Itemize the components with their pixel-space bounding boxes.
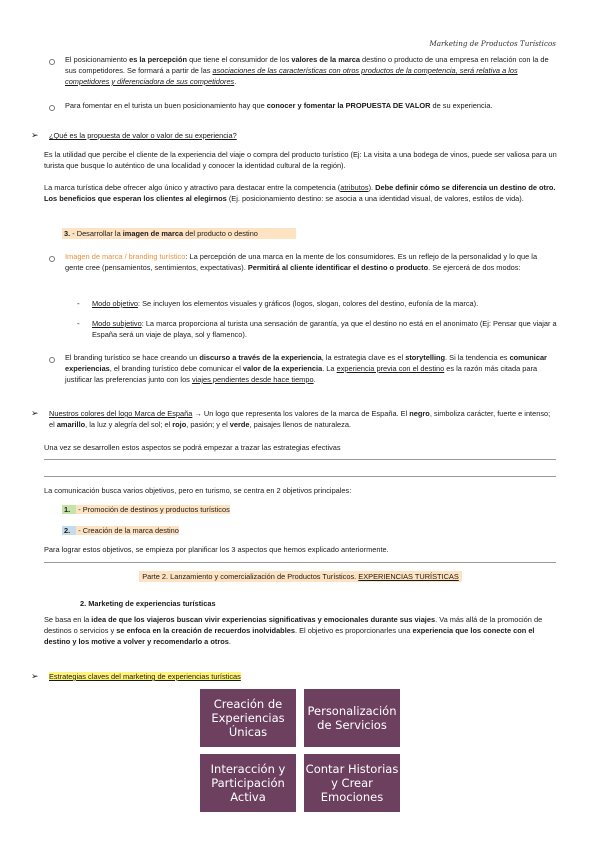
- bullet-circle-icon: [49, 59, 55, 65]
- text-run: que tiene el consumidor de los: [187, 55, 292, 64]
- text-run: es la percepción: [129, 55, 188, 64]
- text-run: Nuestros colores del logo Marca de España: [49, 409, 193, 418]
- part-2-banner: [139, 571, 462, 582]
- text-run: , la luz y alegría del sol; el: [85, 420, 173, 429]
- arrow-bullet-icon: ➢: [31, 671, 39, 681]
- text-run: experiencia que los conecte con el destino y los motive a volver y recomendarlo a otros: [44, 626, 535, 646]
- text-run: Parte 2. Lanzamiento y comercialización de Productos Turísticos.: [142, 572, 359, 581]
- communication-intro: La comunicación busca varios objetivos, pero en turismo, se centra en 2 objetivos principales:: [44, 486, 352, 495]
- text-run: de su experiencia.: [430, 101, 493, 110]
- arrow-bullet-icon: ➢: [31, 130, 39, 140]
- strategy-box-interaction: Interacción y Participación Activa: [200, 754, 296, 812]
- text-run: .: [234, 77, 237, 86]
- text-run: . El objetivo es proporcionarles una: [294, 626, 413, 635]
- text-run: Modo subjetivo: [92, 319, 142, 328]
- text-run: (Ej. posicionamiento destino: se asocia a una identidad visual, de valores, estilos de vida).: [226, 194, 524, 203]
- text-run: verde: [229, 420, 250, 429]
- objective-1: [62, 504, 262, 515]
- text-run: idea de que los viajeros buscan vivir experiencias significativas y emocionales durante sus viajes: [91, 615, 436, 624]
- text-run: . Se ejercerá de dos modos:: [428, 263, 521, 272]
- running-header: Marketing de Productos Turísticos: [429, 39, 556, 48]
- bullet-circle-icon: [49, 256, 55, 262]
- text-run: . Si la tendencia es: [445, 353, 510, 362]
- divider: [44, 459, 556, 460]
- text-run: destino o producto de una empresa en relación con la de sus competidores. Se formará a partir de las: [65, 55, 549, 75]
- text-run: , la estrategia clave es el: [321, 353, 406, 362]
- section-heading: 2. Marketing de experiencias turísticas: [80, 599, 216, 608]
- step-number: 3.: [64, 229, 71, 238]
- text-run: valores de la marca: [291, 55, 360, 64]
- text-run: EXPERIENCIAS TURÍSTICAS: [358, 572, 459, 581]
- text-run: El branding turístico se hace creando un: [65, 353, 200, 362]
- text-run: del producto o destino: [183, 229, 258, 238]
- step-3-heading: [62, 228, 296, 239]
- text-run: asociaciones de las características con otros productos de la competencia, será relativa a los competidores y diferenciadora de sus competidores: [65, 66, 518, 86]
- experience-marketing-paragraph: [44, 614, 557, 647]
- value-proposition-bullet: [65, 100, 557, 111]
- key-strategies-heading: [49, 671, 549, 682]
- positioning-paragraph: [65, 54, 557, 87]
- strategies-intro: Una vez se desarrollen estos aspectos se podrá empezar a trazar las estrategias efectivas: [44, 443, 341, 452]
- text-run: comunicar experiencias: [65, 353, 547, 373]
- text-run: ).: [368, 183, 376, 192]
- dash-bullet-icon: -: [77, 299, 80, 308]
- bullet-circle-icon: [49, 357, 55, 363]
- text-run: Modo objetivo: [92, 299, 139, 308]
- text-run: Estrategias claves del marketing de experiencias turísticas: [49, 672, 241, 681]
- arrow-bullet-icon: ➢: [31, 408, 39, 418]
- text-run: - Creación de la marca destino: [76, 526, 179, 535]
- text-run: La marca turística debe ofrecer algo único y atractivo para destacar entre la competencia (: [44, 183, 341, 192]
- text-run: conocer y fomentar la: [266, 101, 346, 110]
- text-run: .: [313, 375, 316, 384]
- communication-outro: Para lograr estos objetivos, se empieza por planificar los 3 aspectos que hemos explicado anteriormente.: [44, 545, 389, 554]
- text-run: Permitirá al cliente identificar el destino o producto: [247, 263, 429, 272]
- text-run: storytelling: [405, 353, 446, 362]
- spain-logo-colors-paragraph: [49, 408, 557, 430]
- text-run: viajes pendientes desde hace tiempo: [191, 375, 314, 384]
- text-run: negro: [409, 409, 430, 418]
- strategy-box-storytelling: Contar Historias y Crear Emociones: [304, 754, 400, 812]
- utility-paragraph: Es la utilidad que percibe el cliente de la experiencia del viaje o compra del producto turístico (Ej: La visita a una bodega de vinos, puede ser valiosa para un turista que busque lo auténtico de una localidad y conocer la identidad cultural de la región).: [44, 150, 557, 170]
- brand-paragraph: [44, 182, 557, 204]
- divider: [44, 562, 556, 563]
- bullet-circle-icon: [49, 105, 55, 111]
- objective-mode: [92, 298, 557, 309]
- part-2-heading: [44, 571, 557, 582]
- text-run: - Desarrollar la: [70, 229, 123, 238]
- text-run: : La percepción de una marca en la mente de los consumidores. Es un reflejo de la personalidad y lo que la gente cree (pensamientos, sentimientos, expectativas).: [65, 252, 538, 272]
- objective-number: 1.: [62, 505, 76, 514]
- text-run: Para fomentar en el turista un buen posicionamiento hay que: [65, 101, 267, 110]
- text-run: rojo: [172, 420, 187, 429]
- text-run: Debe definir cómo se diferencia un destino de otro. Los beneficios que esperan los clientes al elegirnos: [44, 183, 556, 203]
- text-run: Se basa en la: [44, 615, 92, 624]
- question-heading: ¿Qué es la propuesta de valor o valor de su experiencia?: [49, 131, 237, 140]
- text-run: - Promoción de destinos y productos turísticos: [76, 505, 230, 514]
- text-run: valor de la experiencia: [242, 364, 323, 373]
- text-run: es la razón más citada para justificar las preferencias junto con los: [65, 364, 538, 384]
- text-run: , paisajes llenos de naturaleza.: [249, 420, 351, 429]
- text-run: discurso a través de la experiencia: [199, 353, 322, 362]
- subjective-mode: [92, 318, 557, 340]
- text-run: amarillo: [56, 420, 86, 429]
- text-run: , pasión; y el: [186, 420, 230, 429]
- text-run: Imagen de marca / branding turístico: [65, 252, 186, 261]
- text-run: .: [228, 637, 231, 646]
- branding-paragraph: [65, 352, 557, 385]
- objective-2: [62, 525, 262, 536]
- text-run: → Un logo que representa los valores de la marca de España. El: [192, 409, 410, 418]
- strategy-box-unique-experiences: Creación de Experiencias Únicas: [200, 689, 296, 747]
- text-run: experiencia previa con el destino: [336, 364, 445, 373]
- text-run: : La marca proporciona al turista una sensación de garantía, ya que el destino no está en el anonimato (Ej: Pensar que viajar a España será un viaje de playa, sol y flamenco).: [92, 319, 557, 339]
- text-run: atributos: [340, 183, 369, 192]
- text-run: : Se incluyen los elementos visuales y gráficos (logos, slogan, colores del destino, eufonía de la marca).: [138, 299, 479, 308]
- text-run: . La: [322, 364, 337, 373]
- text-run: , simboliza carácter, fuerte e intenso; el: [49, 409, 551, 429]
- objective-number: 2.: [62, 526, 76, 535]
- text-run: . Va más allá de la promoción de destinos o servicios y: [44, 615, 543, 635]
- text-run: , el branding turístico debe comunicar el: [109, 364, 243, 373]
- divider: [44, 476, 556, 477]
- brand-image-paragraph: [65, 251, 557, 273]
- text-run: El posicionamiento: [65, 55, 130, 64]
- dash-bullet-icon: -: [77, 319, 80, 328]
- text-run: PROPUESTA DE VALOR: [345, 101, 431, 110]
- text-run: imagen de marca: [122, 229, 184, 238]
- strategy-box-personalization: Personalización de Servicios: [304, 689, 400, 747]
- text-run: se enfoca en la creación de recuerdos inolvidables: [116, 626, 295, 635]
